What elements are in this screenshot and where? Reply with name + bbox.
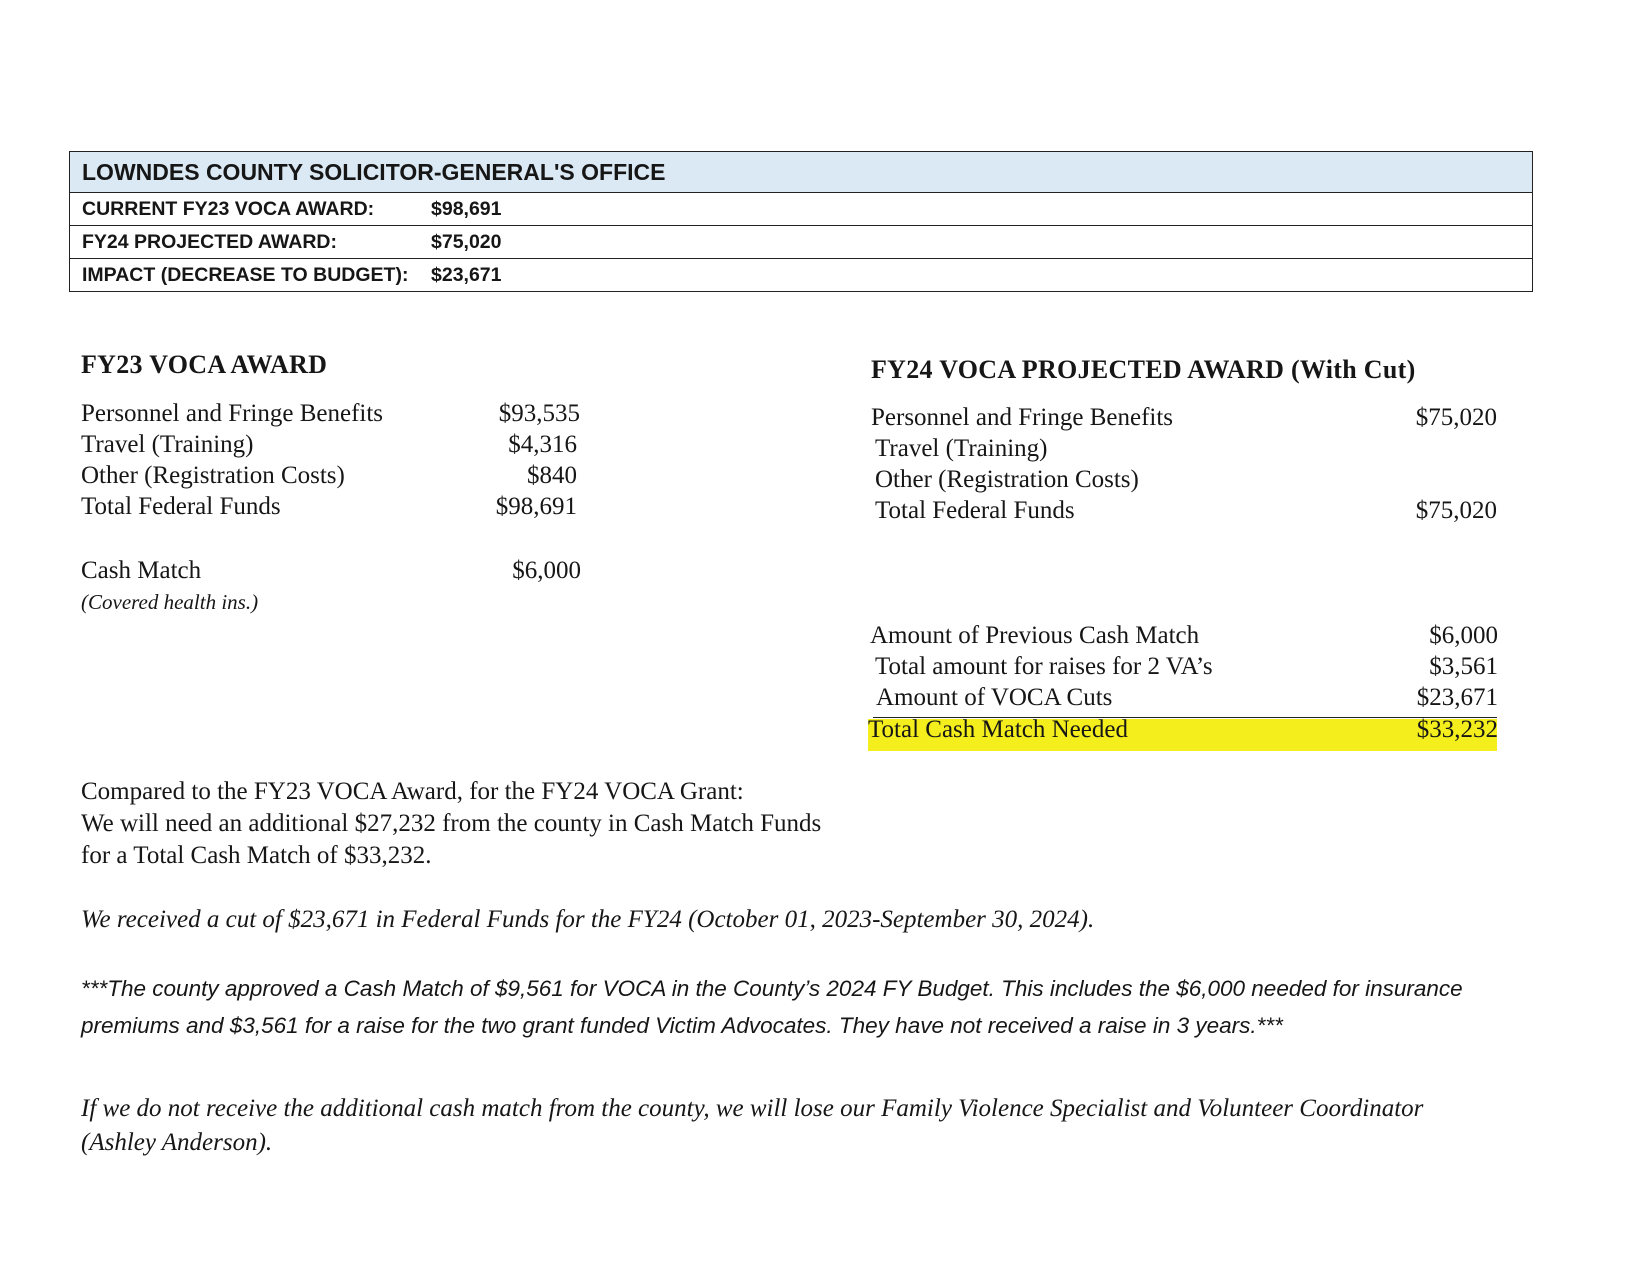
loss-note: If we do not receive the additional cash match from the county, we will lose our Family Violence Specialist and Volunteer Coordinator (Ashley Anderson).	[81, 1095, 1424, 1156]
total-cash-match-label: Total Cash Match Needed	[868, 716, 1128, 743]
summary-row-value: $98,691	[431, 197, 502, 220]
fy24-item-label: Total Federal Funds	[875, 497, 1075, 524]
match-item-label: Amount of VOCA Cuts	[876, 684, 1113, 711]
fy23-item-label: Personnel and Fringe Benefits	[81, 400, 384, 427]
fy23-item-label: Total Federal Funds	[81, 493, 281, 520]
fy24-item-value: $75,020	[1415, 404, 1497, 431]
fy23-heading: FY23 VOCA AWARD	[81, 350, 328, 379]
compare-line-2: We will need an additional $27,232 from the county in Cash Match Funds	[81, 810, 822, 837]
summary-row	[70, 258, 1532, 291]
summary-row	[70, 192, 1532, 225]
compare-line-3: for a Total Cash Match of $33,232.	[81, 842, 432, 869]
match-item-value: $23,671	[1416, 684, 1498, 711]
fy23-item-value: $4,316	[508, 431, 577, 458]
total-cash-match-value: $33,232	[1416, 716, 1498, 743]
fy24-heading: FY24 VOCA PROJECTED AWARD (With Cut)	[871, 355, 1416, 384]
summary-row-label: FY24 PROJECTED AWARD:	[82, 230, 337, 253]
cash-match-value: $6,000	[512, 557, 581, 584]
fy24-item-label: Personnel and Fringe Benefits	[871, 404, 1174, 431]
summary-table	[69, 151, 1533, 292]
fy24-item-label: Travel (Training)	[875, 435, 1048, 462]
compare-line-1: Compared to the FY23 VOCA Award, for the FY24 VOCA Grant:	[81, 778, 744, 805]
fy24-item-value: $75,020	[1415, 497, 1497, 524]
match-item-value: $6,000	[1429, 622, 1498, 649]
fy23-item-label: Other (Registration Costs)	[81, 462, 345, 489]
fy23-item-value: $98,691	[495, 493, 577, 520]
cash-match-note: (Covered health ins.)	[81, 590, 259, 614]
cut-note: We received a cut of $23,671 in Federal Funds for the FY24 (October 01, 2023-September 30, 2024).	[81, 906, 1095, 933]
county-note: ***The county approved a Cash Match of $9,561 for VOCA in the County’s 2024 FY Budget. This includes the $6,000 needed for insurance premiums and $3,561 for a raise for the two grant funded Victim Advocates. They have not received a raise in 3 years.***	[81, 976, 1463, 1038]
summary-row-label: IMPACT (DECREASE TO BUDGET):	[82, 263, 409, 286]
summary-row	[70, 225, 1532, 258]
fy23-item-label: Travel (Training)	[81, 431, 254, 458]
match-item-value: $3,561	[1429, 653, 1498, 680]
office-name: LOWNDES COUNTY SOLICITOR-GENERAL'S OFFICE	[82, 158, 666, 185]
match-item-label: Total amount for raises for 2 VA’s	[875, 653, 1213, 680]
summary-row-value: $23,671	[431, 263, 502, 286]
summary-row-value: $75,020	[431, 230, 502, 253]
match-item-label: Amount of Previous Cash Match	[870, 622, 1200, 649]
fy23-item-value: $840	[527, 462, 577, 489]
summary-row-label: CURRENT FY23 VOCA AWARD:	[82, 197, 375, 220]
fy23-item-value: $93,535	[498, 400, 580, 427]
cash-match-label: Cash Match	[81, 557, 202, 584]
summary-title	[70, 152, 1532, 192]
fy24-item-label: Other (Registration Costs)	[875, 466, 1139, 493]
